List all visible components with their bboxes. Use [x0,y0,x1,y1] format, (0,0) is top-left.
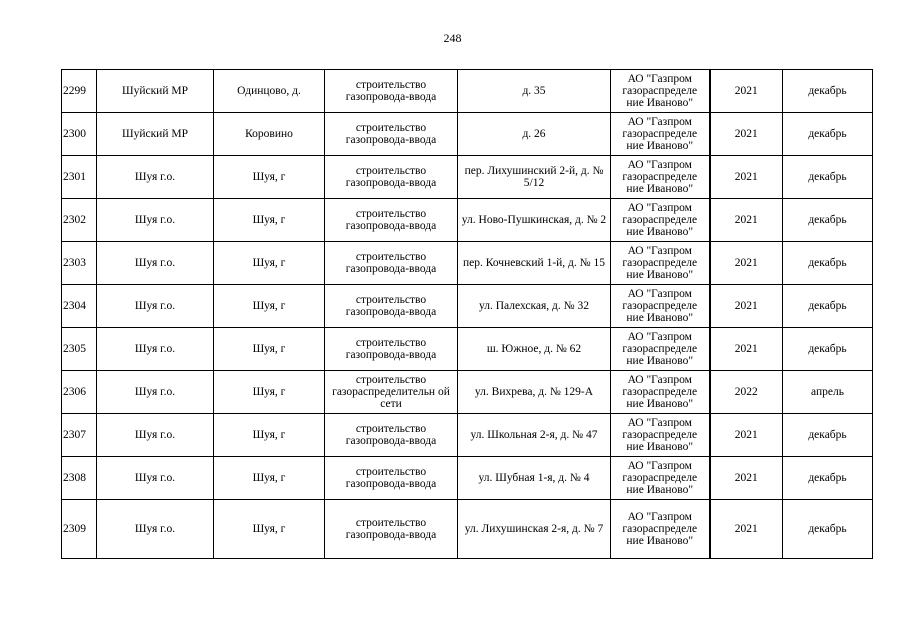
year-cell: 2021 [710,199,783,242]
table-row [62,242,873,285]
organization-cell: АО "Газпром газораспределе ние Иваново" [611,70,710,113]
work-type-cell: строительство газопровода-ввода [325,242,458,285]
row-number: 2299 [62,70,97,113]
district-cell: Шуя г.о. [97,242,214,285]
row-number: 2308 [62,457,97,500]
year-cell: 2021 [710,414,783,457]
address-cell: ул. Шубная 1-я, д. № 4 [458,457,611,500]
locality-cell: Шуя, г [214,500,325,559]
address-cell: ул. Палехская, д. № 32 [458,285,611,328]
row-number: 2309 [62,500,97,559]
month-cell: декабрь [783,70,873,113]
work-type-cell: строительство газопровода-ввода [325,199,458,242]
district-cell: Шуйский МР [97,70,214,113]
year-cell: 2021 [710,457,783,500]
organization-cell: АО "Газпром газораспределе ние Иваново" [611,328,710,371]
page-number: 248 [443,31,462,45]
locality-cell: Шуя, г [214,242,325,285]
month-cell: декабрь [783,328,873,371]
table-row [62,500,873,559]
address-cell: д. 35 [458,70,611,113]
year-cell: 2022 [710,371,783,414]
address-cell: д. 26 [458,113,611,156]
locality-cell: Шуя, г [214,457,325,500]
table-row [62,285,873,328]
district-cell: Шуя г.о. [97,156,214,199]
month-cell: декабрь [783,156,873,199]
locality-cell: Шуя, г [214,199,325,242]
table-row [62,457,873,500]
district-cell: Шуя г.о. [97,328,214,371]
district-cell: Шуя г.о. [97,199,214,242]
row-number: 2305 [62,328,97,371]
locality-cell: Шуя, г [214,414,325,457]
row-number: 2300 [62,113,97,156]
row-number: 2301 [62,156,97,199]
month-cell: декабрь [783,242,873,285]
locality-cell: Шуя, г [214,285,325,328]
table-row [62,113,873,156]
locality-cell: Одинцово, д. [214,70,325,113]
year-cell: 2021 [710,500,783,559]
address-cell: пер. Лихушинский 2-й, д. № 5/12 [458,156,611,199]
address-cell: пер. Кочневский 1-й, д. № 15 [458,242,611,285]
address-cell: ш. Южное, д. № 62 [458,328,611,371]
district-cell: Шуя г.о. [97,457,214,500]
row-number: 2307 [62,414,97,457]
gasification-table [61,69,873,559]
year-cell: 2021 [710,285,783,328]
organization-cell: АО "Газпром газораспределе ние Иваново" [611,457,710,500]
organization-cell: АО "Газпром газораспределе ние Иваново" [611,500,710,559]
work-type-cell: строительство газопровода-ввода [325,70,458,113]
month-cell: декабрь [783,199,873,242]
locality-cell: Коровино [214,113,325,156]
year-cell: 2021 [710,242,783,285]
table-row [62,70,873,113]
table-row [62,328,873,371]
work-type-cell: строительство газопровода-ввода [325,328,458,371]
work-type-cell: строительство газопровода-ввода [325,500,458,559]
locality-cell: Шуя, г [214,328,325,371]
address-cell: ул. Школьная 2-я, д. № 47 [458,414,611,457]
organization-cell: АО "Газпром газораспределе ние Иваново" [611,156,710,199]
year-cell: 2021 [710,113,783,156]
row-number: 2304 [62,285,97,328]
district-cell: Шуя г.о. [97,414,214,457]
organization-cell: АО "Газпром газораспределе ние Иваново" [611,371,710,414]
month-cell: декабрь [783,285,873,328]
year-cell: 2021 [710,328,783,371]
district-cell: Шуя г.о. [97,371,214,414]
work-type-cell: строительство газопровода-ввода [325,113,458,156]
table-row [62,371,873,414]
organization-cell: АО "Газпром газораспределе ние Иваново" [611,242,710,285]
row-number: 2302 [62,199,97,242]
month-cell: декабрь [783,414,873,457]
work-type-cell: строительство газораспределительн ой сети [325,371,458,414]
table-row [62,199,873,242]
month-cell: декабрь [783,113,873,156]
work-type-cell: строительство газопровода-ввода [325,156,458,199]
year-cell: 2021 [710,156,783,199]
organization-cell: АО "Газпром газораспределе ние Иваново" [611,414,710,457]
table-row [62,414,873,457]
work-type-cell: строительство газопровода-ввода [325,285,458,328]
locality-cell: Шуя, г [214,371,325,414]
row-number: 2303 [62,242,97,285]
table-row [62,156,873,199]
address-cell: ул. Ново-Пушкинская, д. № 2 [458,199,611,242]
district-cell: Шуя г.о. [97,285,214,328]
organization-cell: АО "Газпром газораспределе ние Иваново" [611,199,710,242]
row-number: 2306 [62,371,97,414]
year-cell: 2021 [710,70,783,113]
locality-cell: Шуя, г [214,156,325,199]
month-cell: декабрь [783,500,873,559]
month-cell: апрель [783,371,873,414]
organization-cell: АО "Газпром газораспределе ние Иваново" [611,285,710,328]
district-cell: Шуйский МР [97,113,214,156]
month-cell: декабрь [783,457,873,500]
district-cell: Шуя г.о. [97,500,214,559]
work-type-cell: строительство газопровода-ввода [325,414,458,457]
work-type-cell: строительство газопровода-ввода [325,457,458,500]
organization-cell: АО "Газпром газораспределе ние Иваново" [611,113,710,156]
address-cell: ул. Лихушинская 2-я, д. № 7 [458,500,611,559]
address-cell: ул. Вихрева, д. № 129-А [458,371,611,414]
